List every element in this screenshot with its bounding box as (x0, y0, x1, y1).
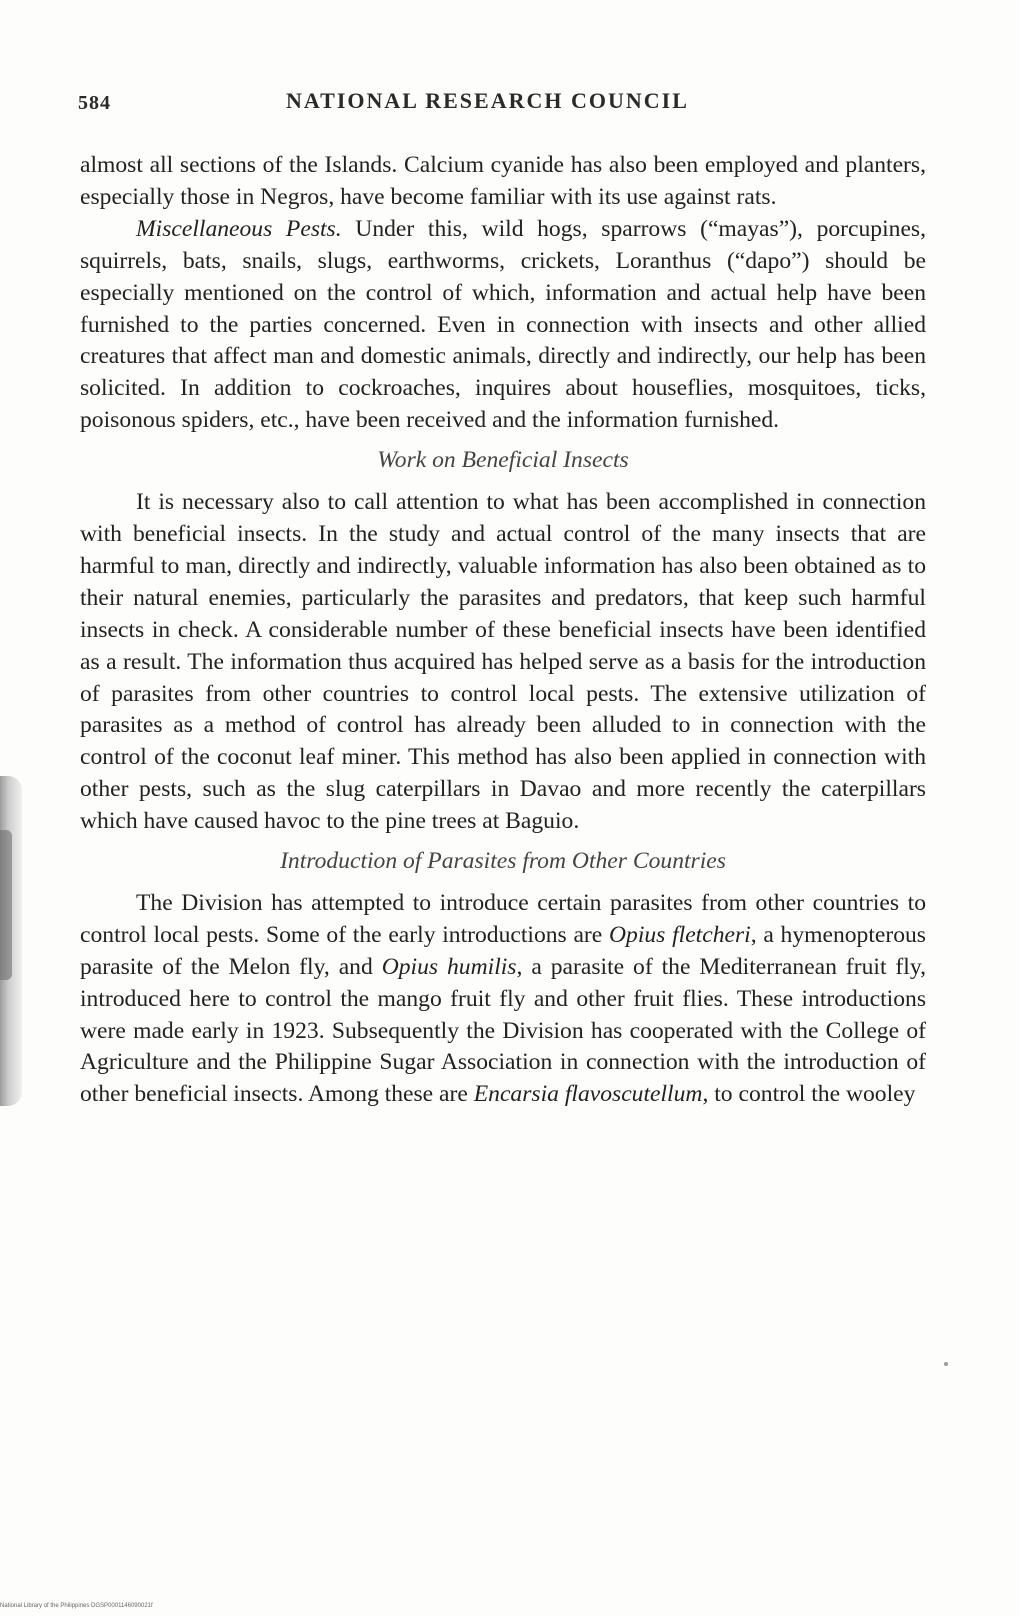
paragraph-text: , a parasite of the Mediterranean fruit fly, introduced here to control the mango fruit fly and other fruit flies. These introductions were made early in 1923. Subsequently the Division has cooperated with the College of Agriculture and the Philippine Sugar Association in connection with the introduction of other beneficial insects. Among these are (80, 953, 927, 1108)
paragraph-beneficial-insects: It is necessary also to call attention to what has been accomplished in connection with beneficial insects. In the study and actual control of the many insects that are harmful to man, directly and indirectly, valuable information has also been obtained as to their natural enemies, particularly the parasites and predators, that keep such harmful insects in check. A considerable number of these beneficial insects have been identified as a result. The information thus acquired has helped serve as a basis for the introduction of parasites from other countries to control local pests. The extensive utilization of parasites as a method of control has already been alluded to in connection with the control of the coconut leaf miner. This method has also been applied in connection with other pests, such as the slug caterpillars in Davao and more recently the caterpillars which have caused havoc to the pine trees at Baguio. (80, 489, 926, 835)
running-title: NATIONAL RESEARCH COUNCIL (286, 88, 689, 113)
scan-speck (944, 1362, 948, 1366)
species-name: Encarsia flavoscutellum (473, 1081, 703, 1108)
book-spine-edge (0, 830, 12, 980)
body-text (80, 150, 926, 1111)
species-name: Opius fletcheri (608, 921, 751, 948)
paragraph-introduction-of-parasites (80, 888, 926, 1111)
page-header (78, 88, 928, 120)
paragraph-text: , a hymenopterous parasite of the Melon fly, and (80, 921, 926, 980)
scan-credit: National Library of the Philippines DGSP0001146090021f (0, 1603, 153, 1609)
paragraph-miscellaneous-pests (80, 214, 926, 437)
section-heading-beneficial-insects: Work on Beneficial Insects (377, 447, 629, 474)
paragraph-text: , to control the wooley (702, 1081, 916, 1108)
paragraph-text: The Division has attempted to introduce certain parasites from other countries to control local pests. Some of the early introductions are (80, 889, 926, 948)
page-number: 584 (78, 92, 111, 114)
species-name: Opius humilis (381, 953, 517, 980)
paragraph-body: Under this, wild hogs, sparrows (“mayas”), porcupines, squirrels, bats, snails, slugs, earthworms, crickets, Loranthus (“dapo”) should be especially mentioned on the control of which, information and actual help have been furnished to the parties concerned. Even in connection with insects and other allied creatures that affect man and domestic animals, directly and indirectly, our help has been solicited. In addition to cockroaches, inquires about houseflies, mosquitoes, ticks, poisonous spiders, etc., have been received and the information furnished. (80, 215, 926, 434)
section-heading-introduction-of-parasites: Introduction of Parasites from Other Countries (280, 848, 726, 875)
paragraph-lead-in: Miscellaneous Pests. (136, 215, 342, 242)
paragraph-continuation: almost all sections of the Islands. Calcium cyanide has also been employed and planters, especially those in Negros, have become familiar with its use against rats. (80, 152, 926, 210)
